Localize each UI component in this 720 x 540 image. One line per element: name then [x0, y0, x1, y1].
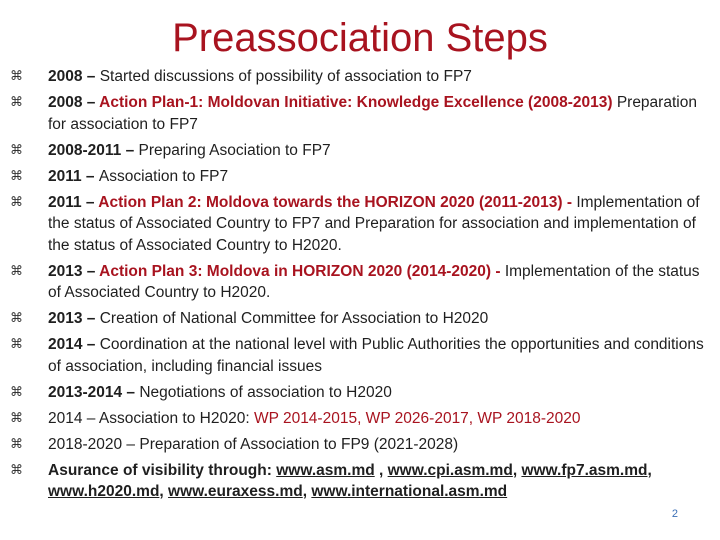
bullet-icon: ⌘ — [10, 436, 23, 452]
item-highlight: WP 2014-2015, WP 2026-2017, WP 2018-2020 — [253, 409, 581, 427]
link-international[interactable]: www.international.asm.md — [311, 483, 508, 500]
item-highlight: Action Plan 3: Moldova in HORIZON 2020 (2014-2020) - — [99, 262, 505, 280]
visibility-lead: Asurance of visibility through: — [48, 461, 277, 479]
item-year: 2013-2014 – — [48, 383, 140, 401]
item-year: 2008 – — [48, 94, 100, 111]
list-item — [10, 166, 710, 188]
item-text: Preparation for association to FP7 — [48, 94, 697, 133]
item-text: Implementation of the status of Associated Country to FP7 and Preparation for association and implementation of the status of Associated Country to H2020. — [48, 193, 700, 254]
list-item — [10, 334, 710, 377]
list-item — [10, 92, 710, 135]
item-year: 2011 – — [48, 193, 99, 211]
item-year: 2011 – — [48, 167, 99, 185]
item-highlight: Action Plan-1: Moldovan Initiative: Knowledge Excellence (2008-2013) — [99, 94, 617, 111]
link-h2020[interactable]: www.h2020.md — [48, 483, 160, 500]
link-euraxess[interactable]: www.euraxess.md — [168, 483, 303, 500]
bullet-icon: ⌘ — [10, 263, 23, 279]
link-separator: , — [512, 461, 522, 479]
item-text: Creation of National Committee for Association to H2020 — [99, 310, 489, 327]
item-text: 2014 – Association to H2020: — [48, 409, 254, 427]
item-year: 2014 – — [48, 336, 100, 353]
item-text: Negotiations of association to H2020 — [139, 383, 392, 401]
item-text: Started discussions of possibility of association to FP7 — [99, 68, 472, 85]
link-fp7[interactable]: www.fp7.asm.md — [521, 461, 648, 479]
bullet-icon: ⌘ — [10, 384, 23, 400]
link-separator: , — [302, 483, 312, 500]
list-item — [10, 261, 710, 304]
item-year: 2008 – — [48, 68, 100, 85]
item-year: 2013 – — [48, 262, 100, 280]
steps-list — [10, 66, 710, 507]
item-text: Coordination at the national level with Public Authorities the opportunities and conditions of association, including financial issues — [48, 336, 704, 375]
slide-title: Preassociation Steps — [172, 16, 548, 60]
link-asm[interactable]: www.asm.md — [276, 461, 375, 479]
bullet-icon: ⌘ — [10, 462, 23, 478]
list-item-visibility — [10, 460, 710, 503]
list-item — [10, 66, 710, 88]
bullet-icon: ⌘ — [10, 69, 23, 84]
item-text: Preparing Asociation to FP7 — [138, 141, 331, 159]
bullet-icon: ⌘ — [10, 337, 23, 352]
item-year: 2013 – — [48, 310, 100, 327]
list-item — [10, 140, 710, 162]
bullet-icon: ⌘ — [10, 194, 23, 210]
bullet-icon: ⌘ — [10, 311, 23, 326]
item-text: Implementation of the status of Associated Country to H2020. — [48, 262, 700, 301]
bullet-icon: ⌘ — [10, 168, 23, 184]
item-year: 2008-2011 – — [48, 141, 139, 159]
link-separator: , — [647, 461, 652, 479]
bullet-icon: ⌘ — [10, 95, 23, 110]
link-separator: , — [374, 461, 388, 479]
list-item — [10, 308, 710, 330]
item-text: Association to FP7 — [98, 167, 229, 185]
link-cpi[interactable]: www.cpi.asm.md — [387, 461, 513, 479]
list-item — [10, 434, 710, 456]
link-separator: , — [159, 483, 169, 500]
list-item — [10, 408, 710, 430]
item-text: 2018-2020 – Preparation of Association to FP9 (2021-2028) — [48, 435, 459, 453]
bullet-icon: ⌘ — [10, 410, 23, 426]
bullet-icon: ⌘ — [10, 142, 23, 158]
list-item — [10, 192, 710, 257]
item-highlight: Action Plan 2: Moldova towards the HORIZON 2020 (2011-2013) - — [98, 193, 577, 211]
list-item — [10, 382, 710, 404]
page-number: 2 — [671, 508, 678, 520]
